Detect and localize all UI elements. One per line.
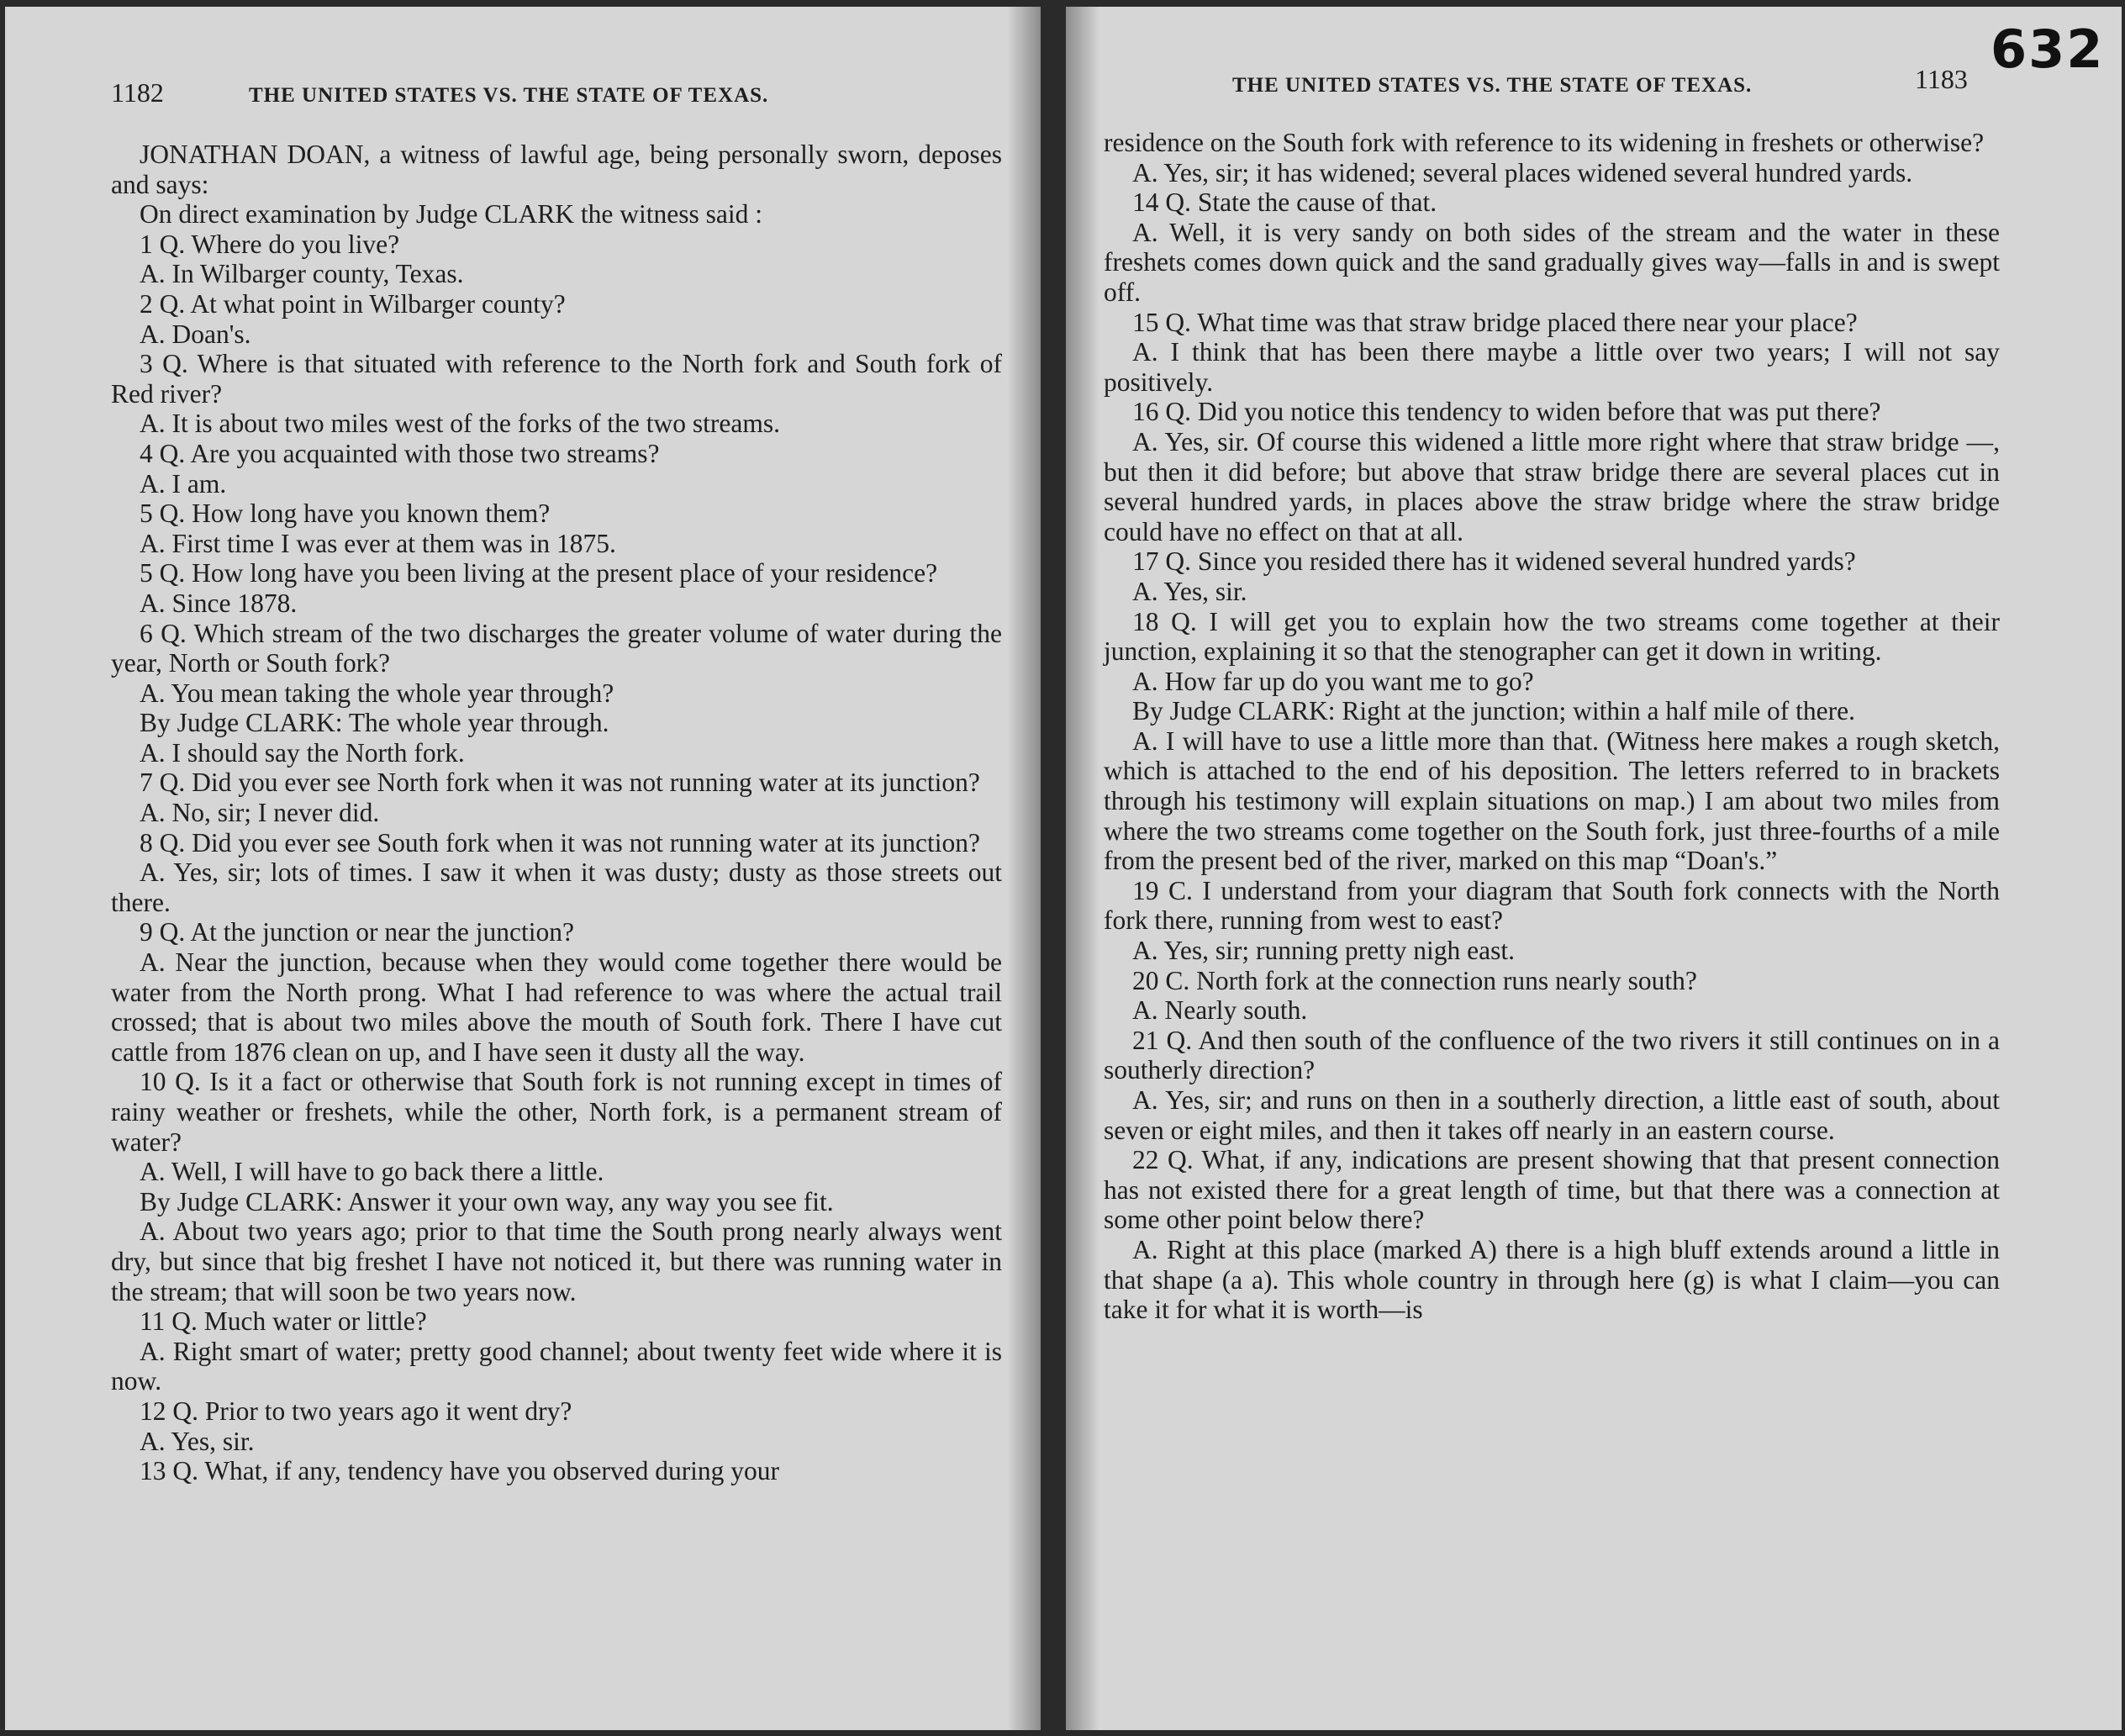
paragraph: By Judge CLARK: Right at the junction; within a half mile of there. xyxy=(1132,696,1855,726)
paragraph: 19 C. I understand from your diagram that South fork connects with the North fork there, running from west to east? xyxy=(1104,875,2000,936)
paragraph: A. Since 1878. xyxy=(140,588,298,618)
paragraph: 1 Q. Where do you live? xyxy=(140,229,400,259)
paragraph: A. It is about two miles west of the forks of the two streams. xyxy=(140,409,780,439)
paragraph: 5 Q. How long have you known them? xyxy=(140,499,551,529)
paragraph: A. Right at this place (marked A) there is a high bluff extends around a little in that shape (a a). This whole country in through here (g) is what I claim—you can take it for what it is worth—is xyxy=(1104,1234,2000,1325)
paragraph: JONATHAN DOAN, a witness of lawful age, being personally sworn, deposes and says: xyxy=(111,140,1002,199)
paragraph: A. About two years ago; prior to that time the South prong nearly always went dry, but since that big freshet I have not noticed it, but there was running water in the stream; that will soon be two years now. xyxy=(111,1216,1002,1306)
paragraph: 12 Q. Prior to two years ago it went dry? xyxy=(140,1396,572,1426)
paragraph: 3 Q. Where is that situated with reference to the North fork and South fork of Red river? xyxy=(111,349,1002,409)
paragraph: A. Nearly south. xyxy=(1132,995,1308,1026)
left-page xyxy=(5,7,1041,1730)
paragraph: 7 Q. Did you ever see North fork when it was not running water at its junction? xyxy=(140,768,980,798)
paragraph: A. Yes, sir; running pretty nigh east. xyxy=(1132,936,1515,966)
paragraph: 20 C. North fork at the connection runs nearly south? xyxy=(1132,965,1697,995)
page-stamp: 632 xyxy=(1991,18,2105,80)
paragraph: A. Doan's. xyxy=(140,319,251,349)
paragraph: 14 Q. State the cause of that. xyxy=(1132,187,1437,218)
paragraph: 15 Q. What time was that straw bridge placed there near your place? xyxy=(1132,307,1858,337)
paragraph: A. I think that has been there maybe a little over two years; I will not say positively. xyxy=(1104,337,2000,397)
paragraph: A. I will have to use a little more than that. (Witness here makes a rough sketch, which is attached to the end of his deposition. The letters referred to in brackets through his testimony will explain situations on map.) I am about two miles from where the two streams come together on the South fork, just three-fourths of a mile from the present bed of the river, marked on this map “Doan's.” xyxy=(1104,726,2000,876)
paragraph: A. Well, I will have to go back there a little. xyxy=(140,1157,604,1187)
paragraph: A. Near the junction, because when they would come together there would be water from the North prong. What I had reference to was where the actual trail crossed; that is about two miles above the mouth of South fork. There I have cut cattle from 1876 clean on up, and I have seen it dusty all the way. xyxy=(111,947,1002,1067)
paragraph: A. Yes, sir; and runs on then in a southerly direction, a little east of south, about seven or eight miles, and then it takes off nearly in an eastern course. xyxy=(1104,1085,2000,1145)
paragraph: 4 Q. Are you acquainted with those two streams? xyxy=(140,438,660,468)
paragraph: A. I am. xyxy=(140,468,227,499)
paragraph: A. I should say the North fork. xyxy=(140,737,465,768)
paragraph: By Judge CLARK: Answer it your own way, any way you see fit. xyxy=(140,1186,834,1216)
paragraph: A. Yes, sir. xyxy=(140,1426,255,1456)
paragraph: A. Yes, sir. Of course this widened a little more right where that straw bridge —, but then it did before; but above that straw bridge there are several places cut in several hundred yards, in places above the straw bridge where the straw bridge could have no effect on that at all. xyxy=(1104,426,2000,546)
paragraph: 13 Q. What, if any, tendency have you observed during your xyxy=(140,1456,780,1486)
paragraph: 2 Q. At what point in Wilbarger county? xyxy=(140,288,566,319)
paragraph: 18 Q. I will get you to explain how the two streams come together at their junction, explaining it so that the stenographer can get it down in writing. xyxy=(1104,606,2000,667)
paragraph: A. How far up do you want me to go? xyxy=(1132,666,1534,696)
paragraph: 16 Q. Did you notice this tendency to widen before that was put there? xyxy=(1132,397,1881,427)
paragraph: A. Yes, sir; lots of times. I saw it when it was dusty; dusty as those streets out there. xyxy=(111,857,1002,917)
paragraph: A. First time I was ever at them was in 1875. xyxy=(140,528,616,558)
paragraph: 17 Q. Since you resided there has it widened several hundred yards? xyxy=(1132,546,1856,577)
running-head: THE UNITED STATES VS. THE STATE OF TEXAS. xyxy=(249,84,769,107)
paragraph: A. Yes, sir. xyxy=(1132,576,1247,606)
running-head: THE UNITED STATES VS. THE STATE OF TEXAS. xyxy=(1232,74,1753,97)
page-number: 1183 xyxy=(1915,64,1968,94)
gutter-shadow xyxy=(1007,7,1041,1730)
paragraph: 5 Q. How long have you been living at the present place of your residence? xyxy=(140,558,938,588)
paragraph: 22 Q. What, if any, indications are present showing that that present connection has not existed there for a great length of time, but that there was a connection at some other point below there? xyxy=(1104,1145,2000,1235)
paragraph: A. You mean taking the whole year through? xyxy=(140,678,614,708)
paragraph: 8 Q. Did you ever see South fork when it was not running water at its junction? xyxy=(140,827,980,857)
paragraph: 11 Q. Much water or little? xyxy=(140,1306,427,1337)
page-number: 1182 xyxy=(111,77,164,108)
paragraph: A. In Wilbarger county, Texas. xyxy=(140,259,464,289)
page-text xyxy=(1104,128,2000,1325)
paragraph: residence on the South fork with reference to its widening in freshets or otherwise? xyxy=(1104,128,1985,157)
paragraph: 10 Q. Is it a fact or otherwise that South fork is not running except in times of rainy weather or freshets, while the other, North fork, is a permanent stream of water? xyxy=(111,1067,1002,1157)
paragraph: 21 Q. And then south of the confluence of the two rivers it still continues on in a southerly direction? xyxy=(1104,1025,2000,1085)
paragraph: A. Right smart of water; pretty good channel; about twenty feet wide where it is now. xyxy=(111,1336,1002,1396)
paragraph: On direct examination by Judge CLARK the witness said : xyxy=(140,199,763,230)
paragraph: A. No, sir; I never did. xyxy=(140,798,380,828)
paragraph: By Judge CLARK: The whole year through. xyxy=(140,708,609,738)
gutter-shadow xyxy=(1066,7,1099,1730)
paragraph: 9 Q. At the junction or near the junction? xyxy=(140,917,574,947)
paragraph: A. Well, it is very sandy on both sides of the stream and the water in these freshets comes down quick and the sand gradually gives way—falls in and is swept off. xyxy=(1104,217,2000,307)
paragraph: 6 Q. Which stream of the two discharges the greater volume of water during the year, North or South fork? xyxy=(111,618,1002,678)
paragraph: A. Yes, sir; it has widened; several places widened several hundred yards. xyxy=(1132,157,1913,187)
page-text xyxy=(111,140,1002,1486)
right-page xyxy=(1066,7,2122,1730)
